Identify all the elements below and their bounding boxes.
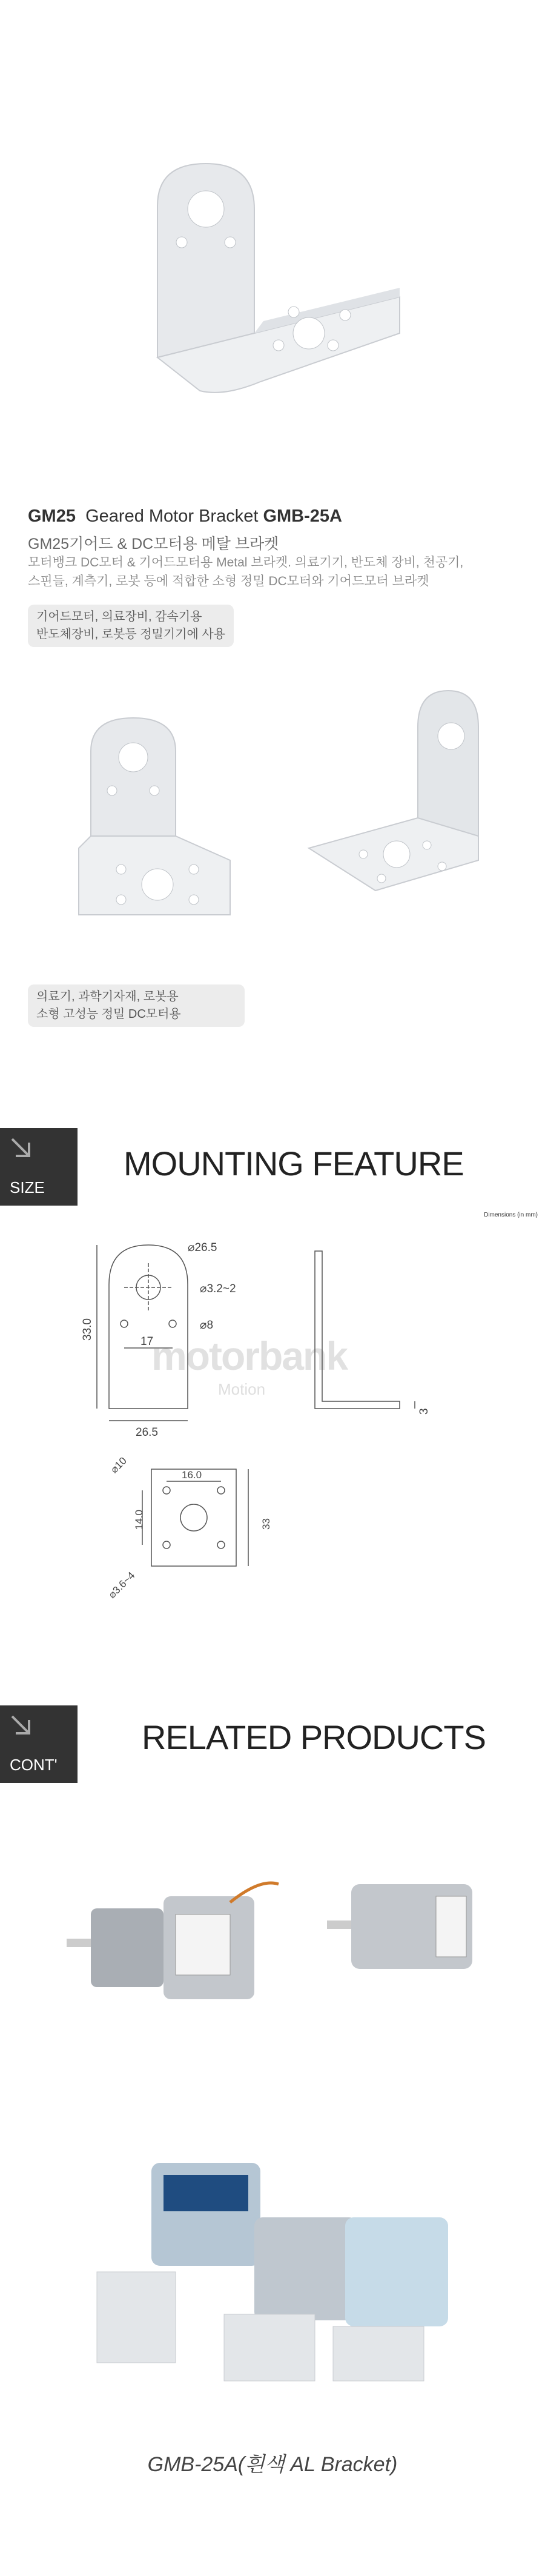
title-text: Geared Motor Bracket	[85, 506, 259, 526]
dim-thickness: 3	[418, 1408, 431, 1415]
mounting-drawing	[81, 1227, 460, 1645]
pill-2-line-1: 의료기, 과학기자재, 로봇용	[36, 990, 179, 1003]
product-title	[28, 506, 342, 526]
arrow-down-right-icon	[8, 1135, 35, 1162]
dim-hole-b: ⌀8	[200, 1319, 214, 1332]
bracket-side-view-image	[297, 679, 509, 909]
pill-1-line-2: 반도체장비, 로봇등 정밀기기에 사용	[36, 628, 226, 641]
title-code: GM25	[28, 506, 76, 526]
watermark-brand: motorbank	[151, 1333, 348, 1378]
dim-r-top: ⌀26.5	[188, 1241, 217, 1254]
watermark-sub: Motion	[218, 1380, 266, 1398]
feature-pill-1	[28, 605, 234, 647]
cont-section-badge	[0, 1705, 78, 1783]
related-caption: GMB-25A(흰색 AL Bracket)	[147, 2453, 398, 2476]
bracket-front-view-image	[67, 715, 248, 933]
related-motor-2-image	[315, 1848, 515, 2005]
description-line-1: 모터뱅크 DC모터 & 기어드모터용 Metal 브라켓. 의료기기, 반도체 장비, 천공기,	[28, 556, 464, 569]
dim-base-33: 33	[260, 1518, 272, 1530]
dim-base-holes: ⌀3.6~4	[106, 1569, 137, 1601]
dim-base-hole: ⌀10	[108, 1455, 129, 1476]
dim-height: 33.0	[81, 1318, 94, 1341]
hero-bracket-image	[133, 151, 412, 406]
dim-hole-a: ⌀3.2~2	[200, 1283, 236, 1295]
dim-width: 26.5	[136, 1426, 158, 1439]
arrow-down-right-icon	[8, 1713, 35, 1739]
related-motor-1-image	[30, 1842, 285, 2042]
dimensions-note: Dimensions (in mm)	[484, 1212, 538, 1218]
cont-section-title: RELATED PRODUCTS	[142, 1718, 486, 1756]
drawing-front-view	[97, 1245, 415, 1421]
size-section-title: MOUNTING FEATURE	[124, 1144, 464, 1183]
pill-1-line-1: 기어드모터, 의료장비, 감속기용	[36, 610, 202, 623]
dim-span: 17	[140, 1335, 154, 1348]
size-badge-label: SIZE	[10, 1178, 45, 1197]
title-model: GMB-25A	[263, 506, 342, 526]
product-description	[28, 553, 524, 591]
dim-base-16: 16.0	[182, 1469, 202, 1481]
product-subtitle: GM25기어드 & DC모터용 메탈 브라켓	[28, 536, 279, 553]
description-line-2: 스핀들, 계측기, 로봇 등에 적합한 소형 정밀 DC모터와 기어드모터 브라켓	[28, 574, 429, 588]
feature-pill-2	[28, 984, 245, 1027]
related-motors-group-image	[73, 2151, 472, 2399]
cont-badge-label: CONT'	[10, 1756, 58, 1774]
size-section-badge	[0, 1128, 78, 1206]
pill-2-line-2: 소형 고성능 정밀 DC모터용	[36, 1007, 181, 1021]
dim-base-14: 14.0	[133, 1509, 145, 1530]
drawing-base-view	[142, 1469, 248, 1566]
